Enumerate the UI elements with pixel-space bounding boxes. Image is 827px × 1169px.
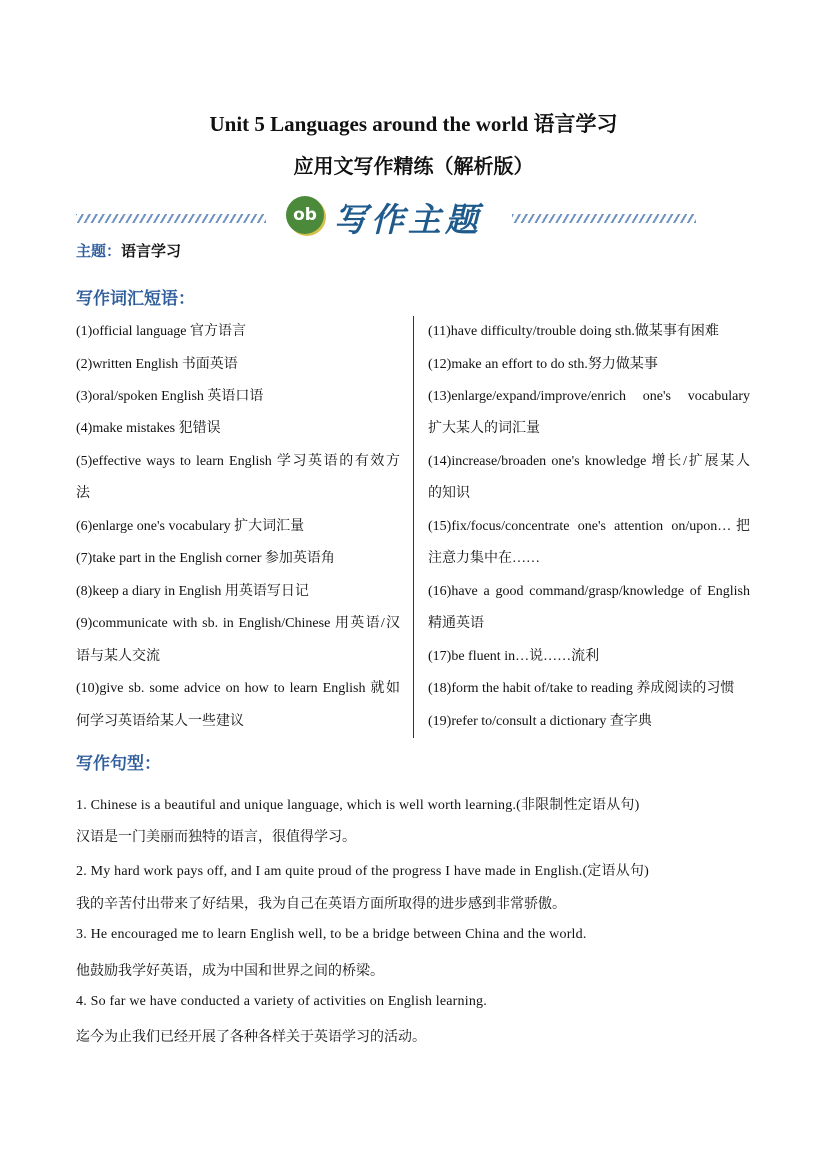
pattern-sentence-en: 4. So far we have conducted a variety of activities on English learning. bbox=[76, 994, 487, 1009]
document-subtitle: 应用文写作精练（解析版） bbox=[293, 154, 534, 178]
vocab-item: (5)effective ways to learn English 学习英语的有效方 bbox=[76, 454, 400, 469]
patterns-heading: 写作句型： bbox=[76, 754, 161, 774]
pattern-sentence-en: 1. Chinese is a beautiful and unique language, which is well worth learning.(非限制性定语从句) bbox=[76, 798, 640, 813]
banner-title: 写作主题 bbox=[334, 200, 482, 239]
vocab-item: (8)keep a diary in English 用英语写日记 bbox=[76, 584, 309, 599]
vocab-item: (10)give sb. some advice on how to learn English 就如 bbox=[76, 681, 400, 696]
vocab-item-continued: 注意力集中在…… bbox=[428, 551, 540, 566]
vocab-item: (17)be fluent in…说……流利 bbox=[428, 649, 600, 664]
vocab-item: (1)official language 官方语言 bbox=[76, 324, 247, 339]
vocab-item: (11)have difficulty/trouble doing sth.做某事有困难 bbox=[428, 324, 719, 339]
vocab-item: (19)refer to/consult a dictionary 查字典 bbox=[428, 714, 652, 729]
document-title: Unit 5 Languages around the world 语言学习 bbox=[209, 112, 618, 136]
vocab-item-continued: 精通英语 bbox=[428, 616, 484, 631]
vocab-item: (18)form the habit of/take to reading 养成阅读的习惯 bbox=[428, 681, 735, 696]
vocab-item-continued: 的知识 bbox=[428, 486, 470, 501]
vocab-item-continued: 语与某人交流 bbox=[76, 649, 160, 664]
column-divider bbox=[413, 316, 414, 738]
pattern-sentence-zh: 汉语是一门美丽而独特的语言，很值得学习。 bbox=[76, 829, 356, 845]
vocab-item: (3)oral/spoken English 英语口语 bbox=[76, 389, 264, 404]
topic-label: 主题： bbox=[76, 242, 122, 260]
vocab-item: (16)have a good command/grasp/knowledge of English bbox=[428, 584, 750, 599]
pattern-sentence-en: 2. My hard work pays off, and I am quite proud of the progress I have made in English.(定语从句) bbox=[76, 864, 649, 879]
vocab-item: (15)fix/focus/concentrate one's attention on/upon…把 bbox=[428, 519, 750, 534]
vocab-item: (2)written English 书面英语 bbox=[76, 357, 238, 372]
decorative-stripe-right bbox=[512, 214, 696, 223]
topic-value: 语言学习 bbox=[121, 242, 182, 260]
vocab-item: (9)communicate with sb. in English/Chinese 用英语/汉 bbox=[76, 616, 400, 631]
vocab-item: (13)enlarge/expand/improve/enrich one's vocabulary bbox=[428, 389, 750, 404]
vocab-item-continued: 何学习英语给某人一些建议 bbox=[76, 714, 244, 729]
vocab-item: (6)enlarge one's vocabulary 扩大词汇量 bbox=[76, 519, 305, 534]
pattern-sentence-en: 3. He encouraged me to learn English well, to be a bridge between China and the world. bbox=[76, 927, 587, 942]
pattern-sentence-zh: 他鼓励我学好英语，成为中国和世界之间的桥梁。 bbox=[76, 963, 384, 979]
decorative-stripe-left bbox=[76, 214, 266, 223]
pattern-sentence-zh: 迄今为止我们已经开展了各种各样关于英语学习的活动。 bbox=[76, 1029, 426, 1045]
vocab-item-continued: 扩大某人的词汇量 bbox=[428, 421, 540, 436]
vocab-item: (7)take part in the English corner 参加英语角 bbox=[76, 551, 335, 566]
vocabulary-heading: 写作词汇短语： bbox=[76, 289, 195, 309]
vocab-item-continued: 法 bbox=[76, 486, 90, 501]
pattern-sentence-zh: 我的辛苦付出带来了好结果，我为自己在英语方面所取得的进步感到非常骄傲。 bbox=[76, 896, 566, 912]
vocab-item: (4)make mistakes 犯错误 bbox=[76, 421, 221, 436]
vocab-item: (14)increase/broaden one's knowledge 增长/扩展某人 bbox=[428, 454, 750, 469]
vocab-item: (12)make an effort to do sth.努力做某事 bbox=[428, 357, 658, 372]
topic-line bbox=[76, 240, 181, 261]
banner-badge-icon: ob bbox=[286, 196, 324, 234]
